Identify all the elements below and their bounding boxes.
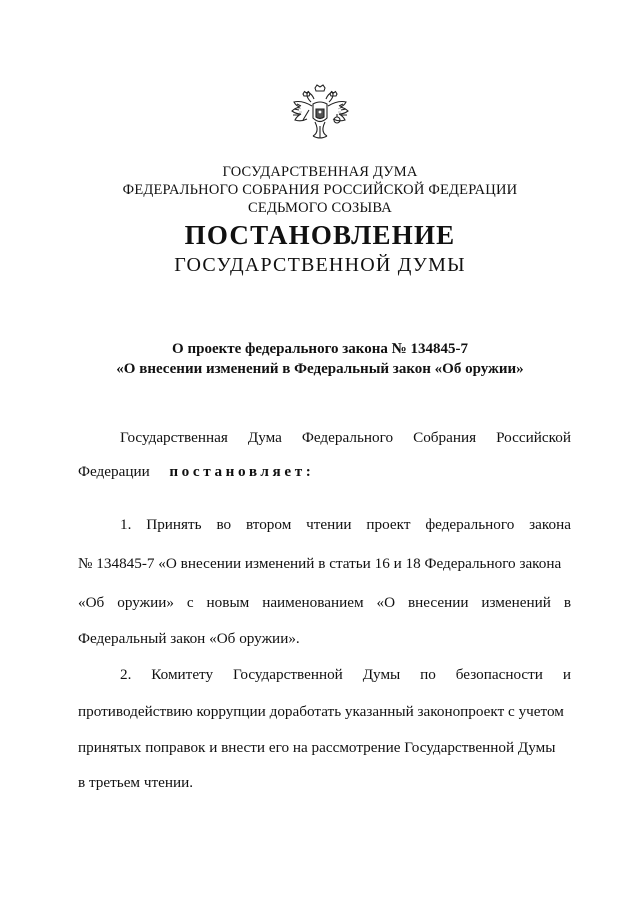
item-2-word: по <box>420 666 436 683</box>
item-1-line-1 <box>120 515 571 535</box>
item-1-word: федерального <box>425 516 515 533</box>
item-2-word: и <box>562 666 571 683</box>
preamble-federation: Федерации <box>78 463 150 480</box>
item-1-word: с <box>186 594 194 611</box>
item-2-word: 2. <box>120 666 132 683</box>
item-1-word: наименованием <box>262 594 364 611</box>
preamble-line-2 <box>78 462 571 482</box>
preamble-word: Собрания <box>413 429 477 446</box>
item-2-line-4: в третьем чтении. <box>78 774 194 791</box>
item-1-word: изменений <box>481 594 551 611</box>
item-1-word: новым <box>206 594 250 611</box>
item-2-word: безопасности <box>455 666 543 683</box>
item-1-word: втором <box>245 516 292 533</box>
org-line-1: ГОСУДАРСТВЕННАЯ ДУМА <box>222 164 418 180</box>
item-2-word: Государственной <box>232 666 343 683</box>
subject-line-1: О проекте федерального закона № 134845-7 <box>172 341 468 357</box>
item-1-word: чтении <box>306 516 352 533</box>
preamble-word: Дума <box>247 429 282 446</box>
item-1-word: «О <box>376 594 396 611</box>
resolves-word: постановляет: <box>169 463 315 480</box>
item-1-word: во <box>216 516 232 533</box>
item-1-word: в <box>563 594 571 611</box>
preamble-word: Российской <box>496 429 571 446</box>
item-1-word: проект <box>366 516 411 533</box>
item-1-word: Принять <box>146 516 202 533</box>
org-line-2: ФЕДЕРАЛЬНОГО СОБРАНИЯ РОССИЙСКОЙ ФЕДЕРАЦИИ <box>122 182 518 198</box>
item-2-word: Комитету <box>151 666 214 683</box>
item-2-line-3: принятых поправок и внести его на рассмотрение Государственной Думы <box>78 739 556 756</box>
item-2-line-1 <box>120 665 571 685</box>
coat-of-arms-icon <box>285 82 355 152</box>
item-1-line-3 <box>78 593 571 613</box>
item-2-line-2: противодействию коррупции доработать указанный законопроект с учетом <box>78 703 564 720</box>
item-1-line-2: № 134845-7 «О внесении изменений в статьи 16 и 18 Федерального закона <box>78 555 562 572</box>
subject-line-2: «О внесении изменений в Федеральный закон «Об оружии» <box>116 361 524 377</box>
document-type-title: ПОСТАНОВЛЕНИЕ <box>184 220 456 250</box>
item-1-word: оружии» <box>117 594 174 611</box>
item-1-word: «Об <box>78 594 105 611</box>
org-line-3: СЕДЬМОГО СОЗЫВА <box>248 200 392 216</box>
preamble-word: Государственная <box>120 429 228 446</box>
item-1-word: закона <box>529 516 571 533</box>
item-1-line-4: Федеральный закон «Об оружии». <box>78 630 300 647</box>
item-1-word: внесении <box>407 594 469 611</box>
item-1-word: 1. <box>120 516 132 533</box>
preamble-line-1 <box>120 428 571 448</box>
preamble-word: Федерального <box>301 429 394 446</box>
item-2-word: Думы <box>362 666 401 683</box>
document-type-subtitle: ГОСУДАРСТВЕННОЙ ДУМЫ <box>174 254 466 276</box>
